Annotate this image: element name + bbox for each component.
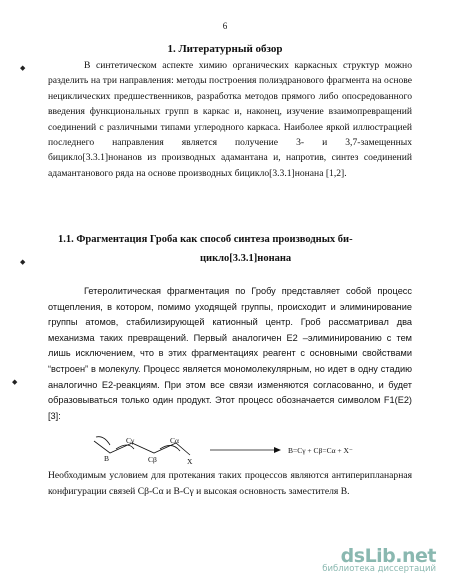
atom-c-beta: Cβ: [148, 455, 157, 464]
atom-c-alpha: Cα: [170, 436, 179, 445]
section-paragraph: [48, 58, 412, 181]
watermark-subtitle: библиотека диссертаций: [322, 564, 436, 574]
paragraph-text: Гетеролитическая фрагментация по Гробу представляет собой процесс отщепления, в котором, помимо уходящей группы, происходит и элиминирование группы атомов, стабилизирующей катионный центр. Гроб рассматривал два механизма таких превращений. Первый аналогичен Е2 –элиминированию с тем лишь исключением, что в этих фрагментациях реагент с основными свойствами “встроен” в молекулу. Процесс является мономолекулярным, но идет в одну стадию аналогично Е2-реакциям. При этом все связи изменяются согласованно, и будет образовываться только один продукт. Этот процесс обозначается символом F1(E2) [3]:: [48, 286, 412, 421]
subsection-title-line1: 1.1. Фрагментация Гроба как способ синтеза производных би-: [58, 234, 353, 245]
watermark: [322, 545, 436, 574]
paragraph-text: В синтетическом аспекте химию органических каркасных структур можно разделить на три направления: методы построения полиэдранового фрагмента на основе нециклических предшественников, разработка методов прямого либо опосредованного введения функциональных групп в каркас и, наконец, изучение взаимопревращений соединений с различными типами углеродного каркаса. Наиболее яркой иллюстрацией последнего направления является получение 3- и 3,7-замещенных бицикло[3.3.1]нонанов из производных адамантана и, напротив, синтез соединений адамантанового ряда на основе производных бицикло[3.3.1]нонана [1,2].: [48, 60, 412, 179]
electron-arrow: [160, 445, 180, 451]
watermark-brand: dsLib.net: [340, 545, 436, 567]
section-title: 1. Литературный обзор: [167, 43, 283, 55]
subsection-title-line2: цикло[3.3.1]нонана: [200, 253, 292, 264]
atom-x: X: [187, 457, 193, 466]
reaction-arrowhead: [274, 447, 281, 453]
subsection-paragraph-2: Необходимым условием для протекания таких процессов являются антиперипланарная конфигурации связей Cβ-Cα и B-Cγ и высокая основность заместителя B.: [48, 470, 412, 497]
subsection-paragraph: [48, 284, 412, 424]
grob-fragmentation-scheme: [90, 433, 410, 467]
atom-b: B: [104, 454, 110, 463]
margin-mark: ◆: [20, 64, 26, 72]
margin-mark: ◆: [12, 378, 18, 386]
page-number: 6: [222, 21, 228, 31]
electron-arrow: [116, 445, 134, 449]
margin-mark: ◆: [20, 258, 26, 266]
atom-c-gamma: Cγ: [126, 436, 135, 445]
products: B=Cγ + Cβ=Cα + X⁻: [288, 446, 353, 455]
